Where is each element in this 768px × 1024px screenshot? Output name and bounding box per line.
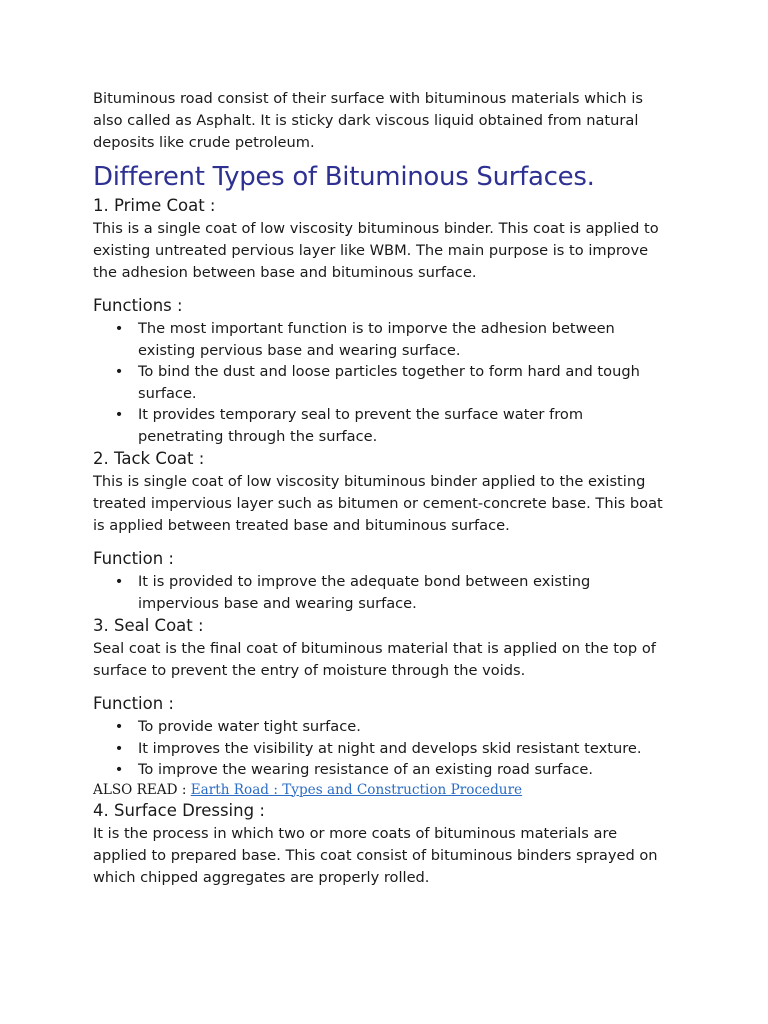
section-tack-coat <box>93 447 673 614</box>
list-item-text: To bind the dust and loose particles together to form hard and tough surface. <box>138 363 640 402</box>
list-item-text: To improve the wearing resistance of an existing road surface. <box>138 761 594 778</box>
section-title: 2. Tack Coat : <box>93 449 205 468</box>
functions-heading: Function : <box>93 694 174 713</box>
bullet-icon: • <box>114 761 124 778</box>
page-title: Different Types of Bituminous Surfaces. <box>93 162 595 192</box>
section-body: This is a single coat of low viscosity bituminous binder. This coat is applied to existing untreated pervious layer like WBM. The main purpose is to improve the adhesion between base and bituminous surface. <box>93 220 659 281</box>
list-item-text: The most important function is to imporve the adhesion between existing pervious base and wearing surface. <box>138 320 615 359</box>
list-item-text: It provides temporary seal to prevent the surface water from penetrating through the surface. <box>138 406 584 445</box>
section-prime-coat <box>93 194 673 447</box>
bullet-icon: • <box>114 363 124 380</box>
list-item <box>114 318 673 361</box>
also-read-prefix: ALSO READ : <box>93 781 191 798</box>
list-item <box>114 716 673 738</box>
functions-list <box>93 716 673 781</box>
list-item-text: To provide water tight surface. <box>138 718 361 735</box>
section-title: 4. Surface Dressing : <box>93 800 265 820</box>
section-seal-coat <box>93 614 673 781</box>
bullet-icon: • <box>114 320 124 337</box>
list-item <box>114 404 673 447</box>
section-body: Seal coat is the final coat of bituminous material that is applied on the top of surface to prevent the entry of moisture through the voids. <box>93 640 656 679</box>
section-title: 3. Seal Coat : <box>93 616 204 635</box>
bullet-icon: • <box>114 739 124 757</box>
section-body: It is the process in which two or more coats of bituminous materials are applied to prepared base. This coat consist of bituminous binders sprayed on which chipped aggregates are properly rolled. <box>93 824 658 886</box>
functions-heading: Function : <box>93 549 174 568</box>
list-item <box>114 738 673 760</box>
also-read-link[interactable]: Earth Road : Types and Construction Procedure <box>190 781 523 798</box>
section-body: This is single coat of low viscosity bituminous binder applied to the existing treated impervious layer such as bitumen or cement-concrete base. This boat is applied between treated base and bituminous surface. <box>93 473 663 534</box>
bullet-icon: • <box>114 718 124 735</box>
section-title: 1. Prime Coat : <box>93 196 216 215</box>
bullet-icon: • <box>114 573 124 590</box>
intro-paragraph: Bituminous road consist of their surface with bituminous materials which is also called as Asphalt. It is sticky dark viscous liquid obtained from natural deposits like crude petroleum. <box>93 90 643 151</box>
section-surface-dressing <box>93 799 673 889</box>
functions-list <box>93 318 673 447</box>
functions-heading: Functions : <box>93 296 183 315</box>
list-item <box>114 361 673 404</box>
list-item <box>114 759 673 781</box>
also-read-line <box>93 781 673 799</box>
document-page <box>93 88 673 889</box>
list-item-text: It improves the visibility at night and develops skid resistant texture. <box>138 739 642 757</box>
functions-list <box>93 571 673 614</box>
list-item <box>114 571 673 614</box>
bullet-icon: • <box>114 406 124 423</box>
list-item-text: It is provided to improve the adequate bond between existing impervious base and wearing surface. <box>138 573 591 612</box>
